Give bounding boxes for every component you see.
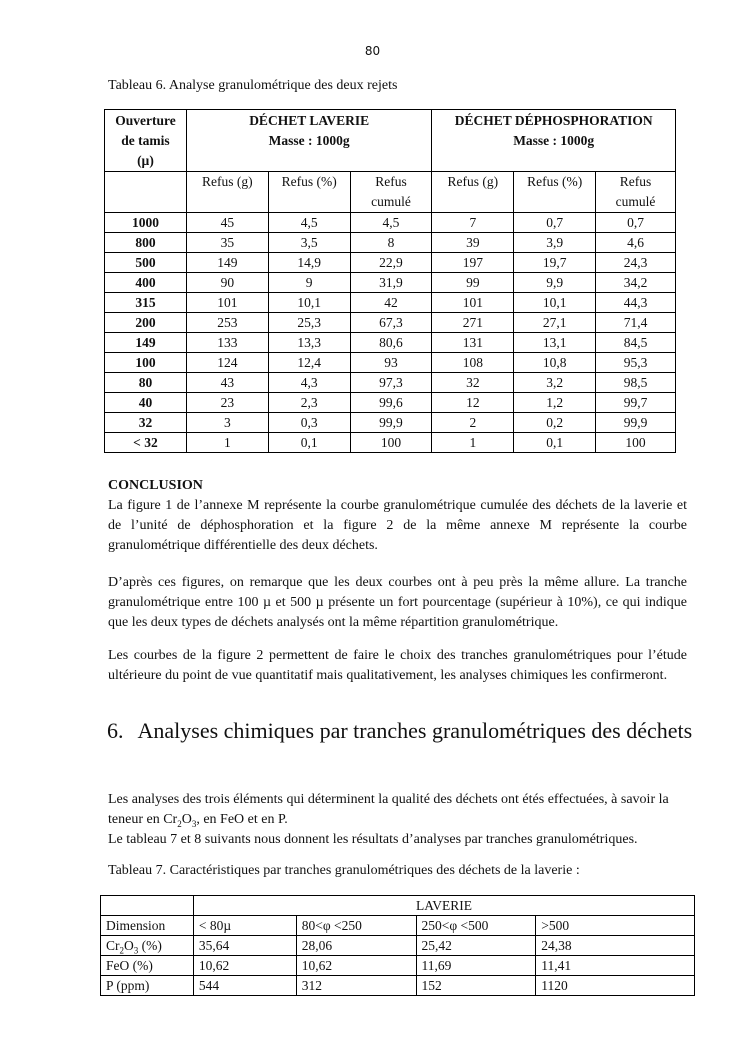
granulometry-table <box>104 109 676 453</box>
sieve-opening-header: Ouverture de tamis (µ) <box>105 110 187 172</box>
table-cell: 9,9 <box>514 273 596 293</box>
table-cell: 44,3 <box>596 293 676 313</box>
table-cell: 9 <box>268 273 350 293</box>
sieve-size-cell: 100 <box>105 353 187 373</box>
cr2o3-row <box>101 936 695 956</box>
sieve-size-cell: 315 <box>105 293 187 313</box>
sieve-size-cell: 400 <box>105 273 187 293</box>
table-row <box>105 273 676 293</box>
refus-cumule-header: Refus cumulé <box>350 172 432 213</box>
table-cell: 1 <box>432 433 514 453</box>
table-cell: 35 <box>186 233 268 253</box>
table-cell: 35,64 <box>193 936 296 956</box>
table-cell: 13,1 <box>514 333 596 353</box>
table-cell: 25,42 <box>416 936 536 956</box>
table-cell: 10,1 <box>514 293 596 313</box>
table-cell: 10,62 <box>296 956 416 976</box>
row-label: Dimension <box>101 916 194 936</box>
table-row <box>105 373 676 393</box>
table-cell: 3,9 <box>514 233 596 253</box>
table-cell: 3 <box>186 413 268 433</box>
table-cell: 4,6 <box>596 233 676 253</box>
table-subheader-row <box>105 172 676 213</box>
table-body <box>101 956 695 996</box>
table-cell: 253 <box>186 313 268 333</box>
table-cell: 4,5 <box>268 213 350 233</box>
table6-caption: Tableau 6. Analyse granulométrique des deux rejets <box>108 78 398 93</box>
table-cell: 108 <box>432 353 514 373</box>
table-cell: 31,9 <box>350 273 432 293</box>
table-row <box>105 353 676 373</box>
table-cell: 10,1 <box>268 293 350 313</box>
table-cell: 67,3 <box>350 313 432 333</box>
table-cell: 7 <box>432 213 514 233</box>
table-cell: 93 <box>350 353 432 373</box>
table-cell: 11,69 <box>416 956 536 976</box>
table-cell: 99,9 <box>596 413 676 433</box>
table-cell: 149 <box>186 253 268 273</box>
refus-g-header: Refus (g) <box>432 172 514 213</box>
table-body <box>105 213 676 453</box>
table-cell: 98,5 <box>596 373 676 393</box>
table-cell: 19,7 <box>514 253 596 273</box>
table-cell: 0,7 <box>596 213 676 233</box>
sieve-size-cell: < 32 <box>105 433 187 453</box>
sieve-size-cell: 200 <box>105 313 187 333</box>
conclusion-paragraph-3: Les courbes de la figure 2 permettent de faire le choix des tranches granulométriques pour l’étude ultérieure du point de vue quantitatif mais qualitativement, les analyses chimiques les confirmeront. <box>108 648 687 683</box>
refus-g-header: Refus (g) <box>186 172 268 213</box>
sieve-size-cell: 32 <box>105 413 187 433</box>
section-number: 6. <box>107 718 124 743</box>
table-cell: 0,1 <box>514 433 596 453</box>
table-cell: 133 <box>186 333 268 353</box>
table-cell: 34,2 <box>596 273 676 293</box>
table-header-row <box>105 110 676 172</box>
table-row <box>105 293 676 313</box>
page-number: 80 <box>364 44 381 58</box>
dimension-range-cell: < 80µ <box>193 916 296 936</box>
row-label: FeO (%) <box>101 956 194 976</box>
table-row <box>105 233 676 253</box>
table-cell: 43 <box>186 373 268 393</box>
row-label: $Cr_2O_3$ (%) <box>101 936 194 956</box>
table-cell: 97,3 <box>350 373 432 393</box>
section-heading <box>107 716 707 746</box>
table-cell: 13,3 <box>268 333 350 353</box>
table-cell: 152 <box>416 976 536 996</box>
empty-header-cell <box>105 172 187 213</box>
table-cell: 45 <box>186 213 268 233</box>
dimension-range-cell: 250<φ <500 <box>416 916 536 936</box>
laverie-group-header: DÉCHET LAVERIE Masse : 1000g <box>186 110 431 172</box>
table-row <box>105 393 676 413</box>
table-row <box>105 413 676 433</box>
table-cell: 99,6 <box>350 393 432 413</box>
table-cell: 11,41 <box>536 956 695 976</box>
table-cell: 90 <box>186 273 268 293</box>
table-cell: 95,3 <box>596 353 676 373</box>
table-cell: 10,8 <box>514 353 596 373</box>
table-cell: 2 <box>432 413 514 433</box>
table-cell: 84,5 <box>596 333 676 353</box>
dimension-range-cell: >500 <box>536 916 695 936</box>
refus-pct-header: Refus (%) <box>514 172 596 213</box>
table-cell: 24,3 <box>596 253 676 273</box>
row-label: P (ppm) <box>101 976 194 996</box>
sieve-size-cell: 149 <box>105 333 187 353</box>
refus-pct-header: Refus (%) <box>268 172 350 213</box>
table-cell: 312 <box>296 976 416 996</box>
table-row <box>101 976 695 996</box>
table-row <box>105 313 676 333</box>
refus-cumule-header: Refus cumulé <box>596 172 676 213</box>
table-cell: 101 <box>432 293 514 313</box>
table-cell: 100 <box>596 433 676 453</box>
table-cell: 24,38 <box>536 936 695 956</box>
table-cell: 8 <box>350 233 432 253</box>
empty-header-cell <box>101 896 194 916</box>
table-cell: 28,06 <box>296 936 416 956</box>
laverie-characteristics-table <box>100 895 695 996</box>
table-cell: 14,9 <box>268 253 350 273</box>
table-cell: 124 <box>186 353 268 373</box>
conclusion-block <box>108 476 687 556</box>
laverie-header: LAVERIE <box>193 896 694 916</box>
table-cell: 23 <box>186 393 268 413</box>
table-cell: 1 <box>186 433 268 453</box>
sieve-size-cell: 40 <box>105 393 187 413</box>
table-cell: 99 <box>432 273 514 293</box>
conclusion-title: CONCLUSION <box>108 478 203 493</box>
table-row <box>105 213 676 233</box>
table-cell: 99,9 <box>350 413 432 433</box>
table-cell: 3,5 <box>268 233 350 253</box>
table-cell: 4,3 <box>268 373 350 393</box>
table-cell: 32 <box>432 373 514 393</box>
section-paragraph-2: Le tableau 7 et 8 suivants nous donnent les résultats d’analyses par tranches granulométriques. <box>108 832 638 847</box>
dephosphoration-group-header: DÉCHET DÉPHOSPHORATION Masse : 1000g <box>432 110 676 172</box>
table-cell: 544 <box>193 976 296 996</box>
table-cell: 39 <box>432 233 514 253</box>
table-row <box>105 333 676 353</box>
table-cell: 22,9 <box>350 253 432 273</box>
table-cell: 12,4 <box>268 353 350 373</box>
table-cell: 71,4 <box>596 313 676 333</box>
table-cell: 27,1 <box>514 313 596 333</box>
table-header-row <box>101 896 695 916</box>
table-cell: 0,7 <box>514 213 596 233</box>
table-row <box>105 253 676 273</box>
sieve-size-cell: 500 <box>105 253 187 273</box>
table-cell: 197 <box>432 253 514 273</box>
table7-caption: Tableau 7. Caractéristiques par tranches granulométriques des déchets de la laverie : <box>108 863 580 878</box>
table-cell: 12 <box>432 393 514 413</box>
table-cell: 25,3 <box>268 313 350 333</box>
table-row <box>105 433 676 453</box>
table-cell: 0,2 <box>514 413 596 433</box>
table-cell: 4,5 <box>350 213 432 233</box>
section-title: Analyses chimiques par tranches granulométriques des déchets <box>137 718 693 743</box>
table-cell: 1,2 <box>514 393 596 413</box>
table-cell: 42 <box>350 293 432 313</box>
conclusion-paragraph-2: D’après ces figures, on remarque que les deux courbes ont à peu près la même allure. La tranche granulométrique entre 100 µ et 500 µ présente un fort pourcentage (supérieur à 10%), ce qui indique que les deux types de déchets analysés ont la même répartition granulométrique. <box>108 575 687 630</box>
sieve-size-cell: 1000 <box>105 213 187 233</box>
dimension-row <box>101 916 695 936</box>
sieve-size-cell: 80 <box>105 373 187 393</box>
table-cell: 99,7 <box>596 393 676 413</box>
section-paragraph-1: Les analyses des trois éléments qui déterminent la qualité des déchets ont étés effectuées, à savoir la teneur en $Cr_2O_3$, en FeO et en P. <box>108 792 669 829</box>
table-row <box>101 956 695 976</box>
table-cell: 3,2 <box>514 373 596 393</box>
conclusion-paragraph-1: La figure 1 de l’annexe M représente la courbe granulométrique cumulée des déchets de la laverie et de l’unité de déphosphoration et la figure 2 de la même annexe M représente la courbe granulométrique différentielle des deux déchets. <box>108 498 687 553</box>
section-paragraph <box>108 790 687 850</box>
table-cell: 0,1 <box>268 433 350 453</box>
dimension-range-cell: 80<φ <250 <box>296 916 416 936</box>
table-cell: 0,3 <box>268 413 350 433</box>
table-cell: 101 <box>186 293 268 313</box>
table-cell: 2,3 <box>268 393 350 413</box>
table-cell: 1120 <box>536 976 695 996</box>
table-cell: 80,6 <box>350 333 432 353</box>
table-cell: 10,62 <box>193 956 296 976</box>
table-cell: 100 <box>350 433 432 453</box>
table-cell: 131 <box>432 333 514 353</box>
sieve-size-cell: 800 <box>105 233 187 253</box>
table-cell: 271 <box>432 313 514 333</box>
